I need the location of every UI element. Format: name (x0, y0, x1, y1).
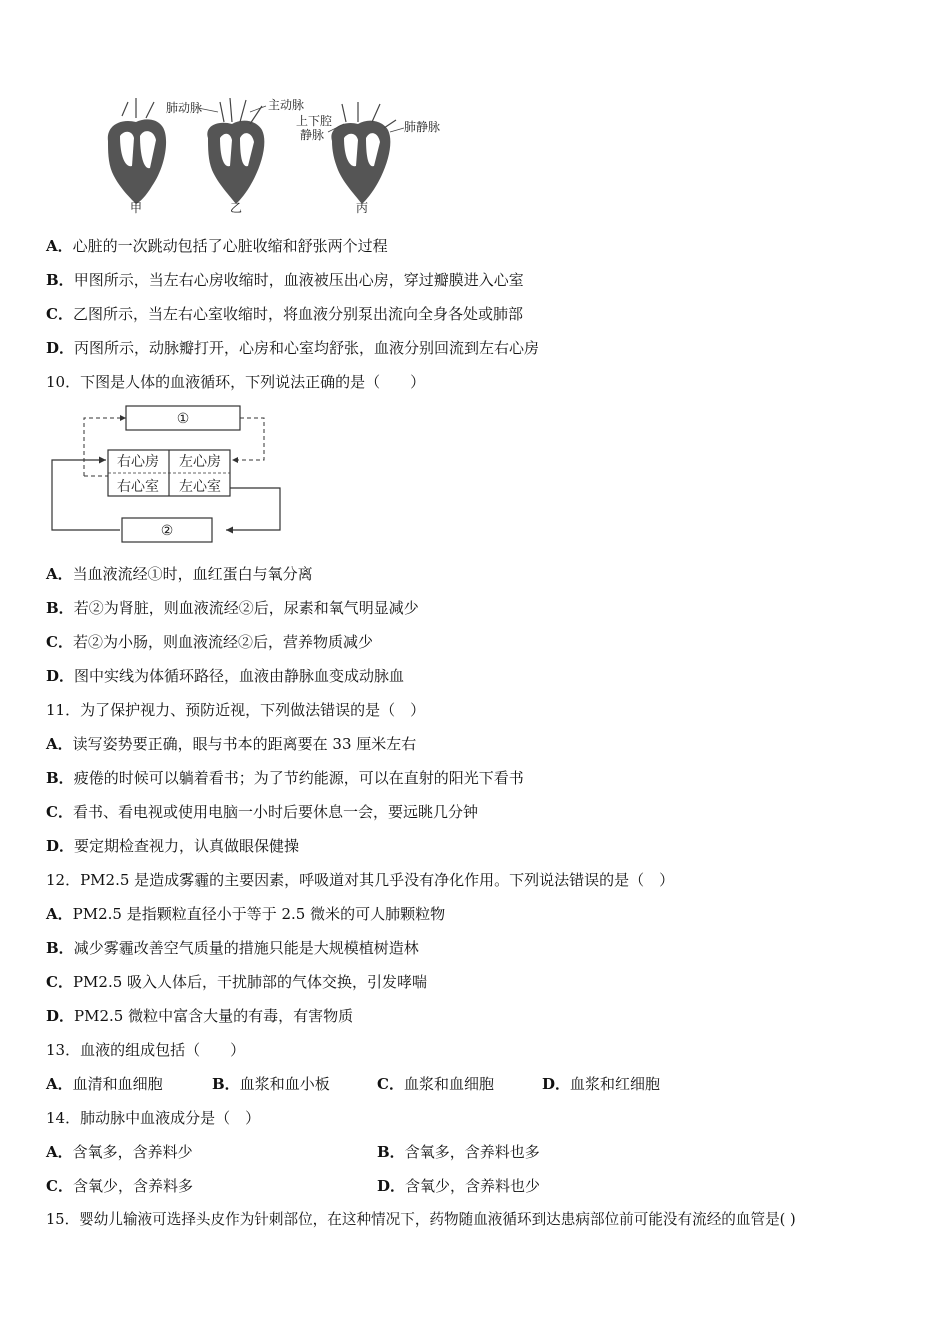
label-pulmonary-vein: 肺静脉 (404, 120, 441, 134)
q11-option-c: C．看书、看电视或使用电脑一小时后要休息一会，要远眺几分钟 (46, 803, 478, 821)
label-yi: 乙 (230, 201, 243, 215)
q13-option-a: A．血清和血细胞 (46, 1075, 163, 1093)
q10-option-b: B．若②为肾脏，则血液流经②后，尿素和氧气明显减少 (46, 599, 419, 617)
q14-option-b: B．含氧多，含养料也多 (377, 1143, 540, 1161)
label-pulmonary-artery: 肺动脉 (166, 101, 203, 115)
label-jia: 甲 (130, 201, 143, 215)
q9-option-a: A．心脏的一次跳动包括了心脏收缩和舒张两个过程 (46, 237, 388, 255)
q12-option-b: B．减少雾霾改善空气质量的措施只能是大规模植树造林 (46, 939, 419, 957)
q13-option-b: B．血浆和血小板 (212, 1075, 330, 1093)
q10-stem: 10．下图是人体的血液循环，下列说法正确的是（ ） (46, 373, 426, 391)
q13-stem: 13．血液的组成包括（ ） (46, 1041, 246, 1059)
q11-option-d: D．要定期检查视力，认真做眼保健操 (46, 837, 300, 855)
q15-stem: 15．婴幼儿输液可选择头皮作为针刺部位，在这种情况下，药物随血液循环到达患病部位前可能没有流经的血管是( ) (46, 1211, 796, 1228)
q14-option-c: C．含氧少，含养料多 (46, 1177, 193, 1195)
q10-option-d: D．图中实线为体循环路径，血液由静脉血变成动脉血 (46, 667, 405, 685)
label-bing: 丙 (356, 201, 369, 215)
left-atrium-label: 左心房 (179, 454, 221, 470)
q9-option-b: B．甲图所示，当左右心房收缩时，血液被压出心房，穿过瓣膜进入心室 (46, 271, 524, 289)
q12-option-c: C．PM2.5 吸入人体后，干扰肺部的气体交换，引发哮喘 (46, 973, 428, 991)
box-2-label: ② (160, 523, 174, 539)
right-atrium-label: 右心房 (117, 454, 159, 470)
q12-stem: 12．PM2.5 是造成雾霾的主要因素，呼吸道对其几乎没有净化作用。下列说法错误的是（ ） (46, 871, 675, 889)
heart-figure (100, 96, 452, 216)
q9-option-d: D．丙图所示，动脉瓣打开，心房和心室均舒张，血液分别回流到左右心房 (46, 339, 540, 357)
circulation-figure (46, 402, 286, 544)
left-ventricle-label: 左心室 (179, 479, 221, 495)
q9-option-c: C．乙图所示，当左右心室收缩时，将血液分别泵出流向全身各处或肺部 (46, 305, 523, 323)
q11-stem: 11．为了保护视力、预防近视，下列做法错误的是（ ） (46, 701, 426, 719)
q10-option-c: C．若②为小肠，则血液流经②后，营养物质减少 (46, 633, 373, 651)
q13-option-c: C．血浆和血细胞 (377, 1075, 494, 1093)
q10-option-a: A．当血液流经①时，血红蛋白与氧分离 (46, 565, 313, 583)
q11-option-b: B．疲倦的时候可以躺着看书；为了节约能源，可以在直射的阳光下看书 (46, 769, 524, 787)
heart-jia (108, 98, 166, 204)
heart-yi (207, 98, 264, 204)
q12-option-a: A．PM2.5 是指颗粒直径小于等于 2.5 微米的可人肺颗粒物 (46, 905, 446, 923)
box-1-label: ① (176, 411, 190, 427)
label-vena-cava-top: 上下腔 (296, 114, 333, 128)
heart-bing (331, 102, 396, 204)
label-aorta: 主动脉 (268, 98, 305, 112)
right-ventricle-label: 右心室 (117, 479, 159, 495)
q14-stem: 14．肺动脉中血液成分是（ ） (46, 1109, 261, 1127)
label-vena-cava-bottom: 静脉 (300, 128, 325, 142)
q11-option-a: A．读写姿势要正确，眼与书本的距离要在 33 厘米左右 (46, 735, 417, 753)
q14-option-a: A．含氧多，含养料少 (46, 1143, 193, 1161)
q13-option-d: D．血浆和红细胞 (542, 1075, 661, 1093)
q14-option-d: D．含氧少，含养料也少 (377, 1177, 541, 1195)
q12-option-d: D．PM2.5 微粒中富含大量的有毒，有害物质 (46, 1007, 354, 1025)
